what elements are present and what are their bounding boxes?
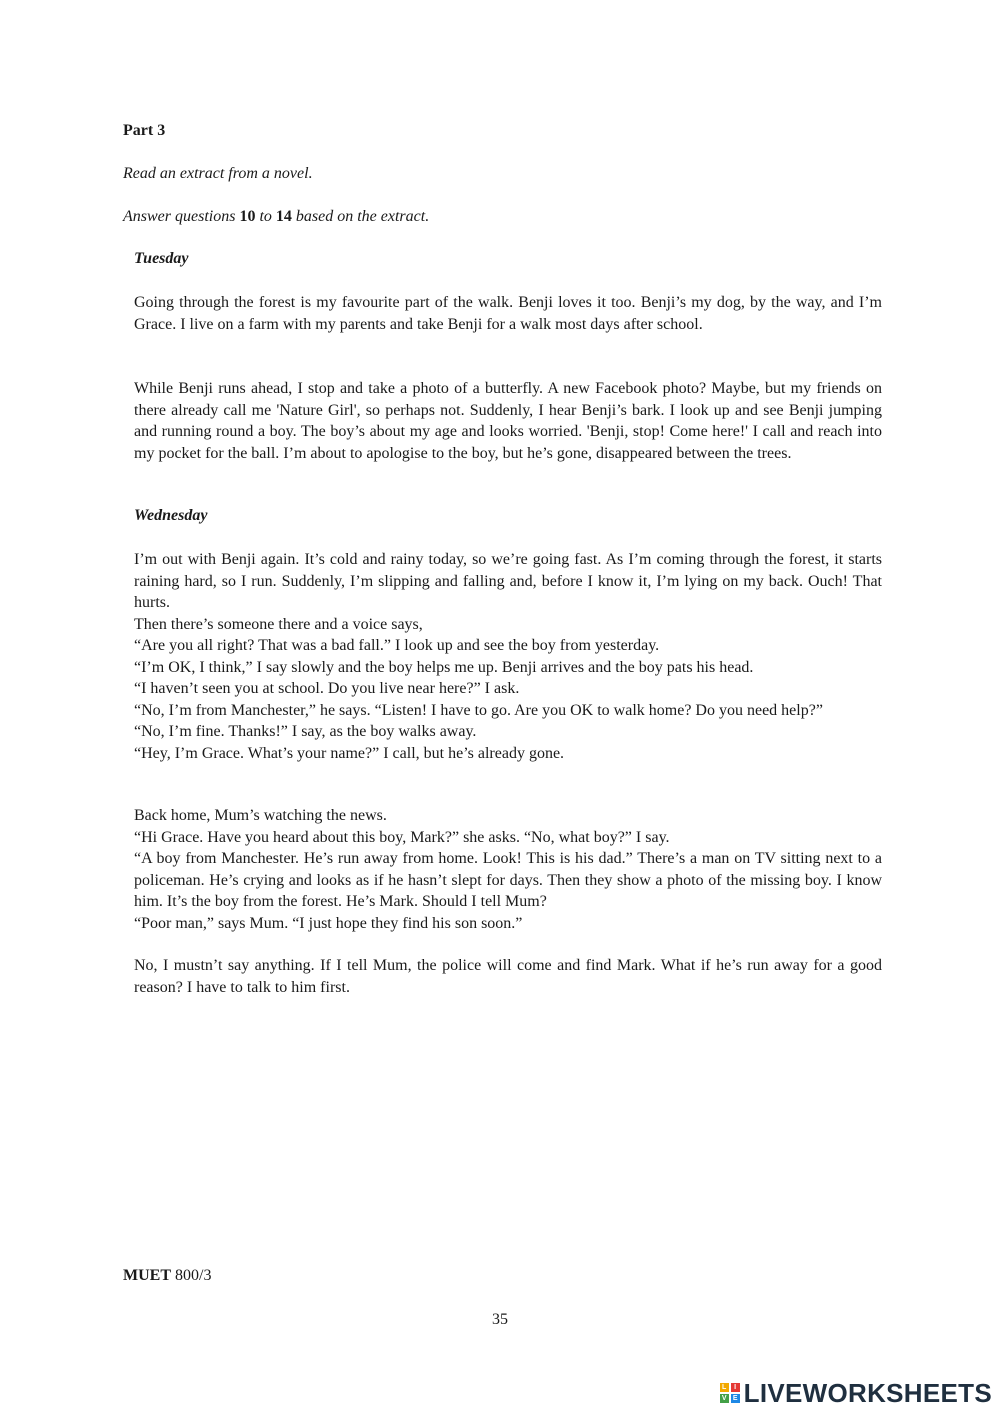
instruction-text: to (255, 208, 276, 225)
wednesday-paragraph-2 (134, 805, 882, 934)
instruction-read: Read an extract from a novel. (123, 165, 313, 182)
instruction-text: based on the extract. (291, 208, 430, 225)
logo-mark-letter: L (720, 1383, 729, 1392)
liveworksheets-logo (720, 1378, 992, 1408)
instruction-answer (123, 208, 429, 226)
part-title: Part 3 (123, 122, 166, 139)
heading-tuesday: Tuesday (134, 250, 189, 267)
logo-icon (720, 1383, 740, 1403)
dialogue-line: Then there’s someone there and a voice says, (134, 615, 423, 633)
tuesday-paragraph-1: Going through the forest is my favourite part of the walk. Benji loves it too. Benji’s my dog, by the way, and I’m Grace. I live on a farm with my parents and take Benji for a walk most days after school. (134, 294, 882, 333)
logo-mark-letter: E (731, 1394, 740, 1403)
question-end: 14 (275, 208, 292, 225)
wednesday-paragraph-3: No, I mustn’t say anything. If I tell Mum, the police will come and find Mark. What if he’s run away for a good reason? I have to talk to him first. (134, 957, 882, 996)
tuesday-paragraph-2: While Benji runs ahead, I stop and take a photo of a butterfly. A new Facebook photo? Maybe, but my friends on there already call me 'Nature Girl', so perhaps not. Suddenly, I hear Benji’s bark. I look up and see Benji jumping and running round a boy. The boy’s about my age and looks worried. 'Benji, stop! Come here!' I call and reach into my pocket for the ball. I’m about to apologise to the boy, but he’s gone, disappeared between the trees. (134, 380, 882, 462)
dialogue-line: “No, I’m fine. Thanks!” I say, as the boy walks away. (134, 723, 477, 740)
dialogue-line: “Hey, I’m Grace. What’s your name?” I call, but he’s already gone. (134, 744, 565, 762)
logo-text: LIVEWORKSHEETS (743, 1377, 992, 1408)
question-start: 10 (239, 208, 256, 225)
logo-mark-letter: V (720, 1394, 729, 1403)
dialogue-line: “Are you all right? That was a bad fall.” I look up and see the boy from yesterday. (134, 637, 660, 654)
page-number: 35 (492, 1311, 508, 1328)
dialogue-line: “I’m OK, I think,” I say slowly and the boy helps me up. Benji arrives and the boy pats his head. (134, 658, 754, 676)
logo-mark-letter: I (731, 1383, 740, 1392)
paragraph-line: “A boy from Manchester. He’s run away from home. Look! This is his dad.” There’s a man on TV sitting next to a policeman. He’s crying and looks as if he hasn’t slept for days. Then they show a photo of the missing boy. I know him. It’s the boy from the forest. He’s Mark. Should I tell Mum? (134, 850, 882, 910)
exam-code (123, 1267, 211, 1285)
dialogue-line: “No, I’m from Manchester,” he says. “Listen! I have to go. Are you OK to walk home? Do you need help?” (134, 701, 823, 719)
exam-code-bold: MUET (123, 1267, 171, 1284)
exam-code-number: 800/3 (171, 1267, 212, 1284)
paragraph-line: “Poor man,” says Mum. “I just hope they find his son soon.” (134, 914, 523, 932)
heading-wednesday: Wednesday (134, 507, 208, 524)
instruction-text: Answer questions (123, 208, 240, 225)
paragraph-text: I’m out with Benji again. It’s cold and rainy today, so we’re going fast. As I’m coming through the forest, it starts raining hard, so I run. Suddenly, I’m slipping and falling and, before I know it, I’m lying on my back. Ouch! That hurts. (134, 551, 882, 611)
paragraph-line: Back home, Mum’s watching the news. (134, 807, 387, 824)
wednesday-paragraph-1 (134, 549, 882, 764)
dialogue-line: “I haven’t seen you at school. Do you live near here?” I ask. (134, 680, 520, 697)
paragraph-line: “Hi Grace. Have you heard about this boy, Mark?” she asks. “No, what boy?” I say. (134, 828, 670, 846)
